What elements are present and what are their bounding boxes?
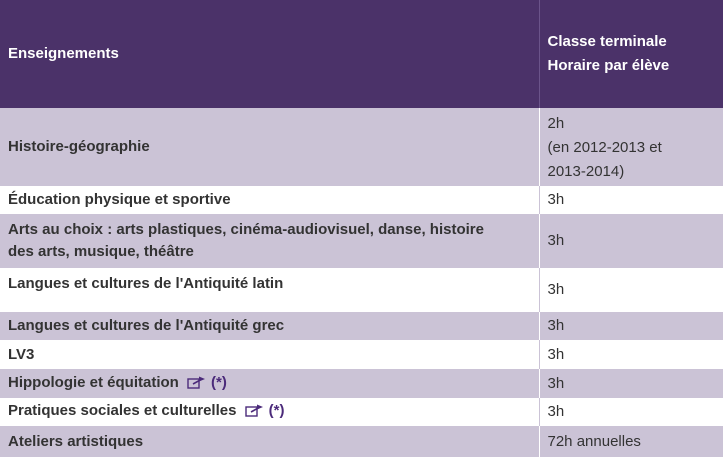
hours-note-line1: (en 2012-2013 et — [547, 139, 662, 156]
subject-label-line2: des arts, musique, théâtre — [8, 243, 194, 260]
subject-label: LV3 — [8, 345, 35, 363]
subject-label: Éducation physique et sportive — [8, 191, 231, 208]
subject-label: Histoire-géographie — [8, 138, 150, 155]
external-link-icon[interactable] — [245, 402, 265, 424]
table-row — [0, 214, 723, 268]
hours-value: 3h — [547, 403, 565, 420]
subject-label: Pratiques sociales et culturelles — [8, 402, 237, 419]
subject-cell — [0, 268, 539, 312]
header-subjects-label: Enseignements — [8, 45, 119, 62]
table-row — [0, 186, 723, 214]
table-row — [0, 398, 723, 426]
subject-label: Ateliers artistiques — [8, 432, 144, 450]
hours-cell — [539, 369, 723, 398]
header-hours-line2: Horaire par élève — [547, 57, 670, 74]
hours-value: 3h — [547, 374, 565, 392]
table-row — [0, 108, 723, 186]
hours-cell — [539, 186, 723, 214]
hours-value: 72h annuelles — [547, 432, 641, 450]
subject-label: Langues et cultures de l'Antiquité latin — [8, 275, 284, 292]
hours-cell — [539, 214, 723, 268]
subject-cell — [0, 398, 539, 426]
subject-cell — [0, 369, 539, 398]
subject-label: Hippologie et équitation — [8, 373, 179, 391]
subject-cell — [0, 426, 539, 457]
header-row — [0, 0, 723, 108]
header-subjects — [0, 0, 539, 108]
subject-cell — [0, 214, 539, 268]
hours-value: 3h — [547, 281, 565, 298]
hours-value: 3h — [547, 317, 565, 334]
hours-cell — [539, 312, 723, 340]
header-hours — [539, 0, 723, 108]
table-row — [0, 312, 723, 340]
hours-cell — [539, 426, 723, 457]
hours-value: 3h — [547, 191, 565, 208]
footnote-link[interactable]: (*) — [211, 373, 227, 391]
subject-cell — [0, 108, 539, 186]
hours-cell — [539, 108, 723, 186]
table-row — [0, 426, 723, 457]
subject-label-line1: Arts au choix : arts plastiques, cinéma-audiovisuel, danse, histoire — [8, 221, 484, 238]
table-row — [0, 369, 723, 398]
external-link-icon[interactable] — [187, 374, 207, 396]
hours-cell — [539, 398, 723, 426]
subject-label: Langues et cultures de l'Antiquité grec — [8, 317, 285, 334]
subject-cell — [0, 186, 539, 214]
hours-value: 3h — [547, 232, 565, 249]
table-row — [0, 268, 723, 312]
table-row — [0, 340, 723, 369]
hours-value: 2h — [547, 115, 565, 132]
hours-cell — [539, 268, 723, 312]
footnote-link[interactable]: (*) — [268, 402, 285, 419]
header-hours-line1: Classe terminale — [547, 33, 667, 50]
subject-cell — [0, 312, 539, 340]
hours-cell — [539, 340, 723, 369]
subject-cell — [0, 340, 539, 369]
hours-note-line2: 2013-2014) — [547, 163, 625, 180]
hours-value: 3h — [547, 345, 565, 363]
